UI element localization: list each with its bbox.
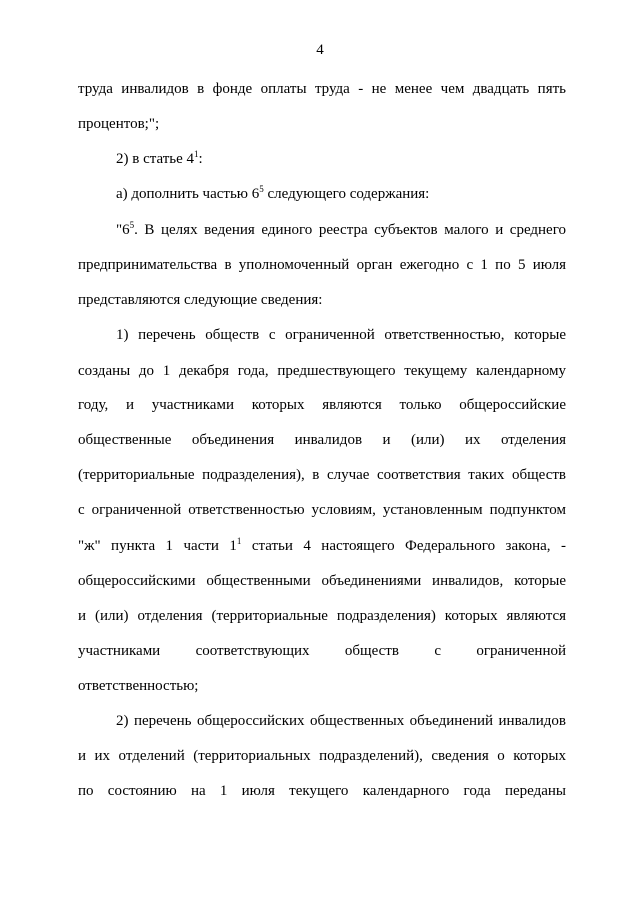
superscript: 1 xyxy=(236,536,242,546)
page-number: 4 xyxy=(316,42,324,58)
superscript: 5 xyxy=(259,184,264,194)
superscript: 5 xyxy=(129,220,135,230)
text-span: : xyxy=(198,151,203,167)
superscript: 1 xyxy=(194,149,199,159)
text-line xyxy=(78,537,566,555)
text-line: общероссийскими общественными объединениями инвалидов, которые xyxy=(78,573,566,589)
item-a-heading xyxy=(116,185,566,203)
item-2-heading xyxy=(116,150,566,168)
text-line: и (или) отделения (территориальные подразделения) которых являются xyxy=(78,608,566,624)
text-span: 2) в статье 4 xyxy=(116,151,195,167)
text-line: ответственностью; xyxy=(78,678,199,694)
text-span: "6 xyxy=(116,222,130,238)
text-span: а) дополнить частью 6 xyxy=(116,186,260,202)
text-line: по состоянию на 1 июля текущего календарного года переданы xyxy=(78,783,566,799)
text-span: следующего содержания: xyxy=(263,186,430,202)
text-line: представляются следующие сведения: xyxy=(78,292,323,308)
text-line: 1) перечень обществ с ограниченной ответственностью, которые xyxy=(116,327,566,343)
text-line: с ограниченной ответственностью условиям, установленным подпунктом xyxy=(78,502,566,518)
text-span: . В целях ведения единого реестра субъектов малого и среднего xyxy=(134,222,566,238)
text-line: созданы до 1 декабря года, предшествующего текущему календарному xyxy=(78,363,566,379)
text-span: статьи 4 настоящего Федерального закона, - xyxy=(241,538,566,554)
text-span: "ж" пункта 1 части 1 xyxy=(78,538,237,554)
text-line: (территориальные подразделения), в случае соответствия таких обществ xyxy=(78,467,566,483)
text-line: процентов;"; xyxy=(78,116,160,132)
text-line: 2) перечень общероссийских общественных объединений инвалидов xyxy=(116,713,566,729)
text-line xyxy=(116,221,566,239)
text-line: участниками соответствующих обществ с ограниченной xyxy=(78,643,566,659)
text-line: общественные объединения инвалидов и (или) их отделения xyxy=(78,432,566,448)
text-line: году, и участниками которых являются только общероссийские xyxy=(78,397,566,413)
text-line: труда инвалидов в фонде оплаты труда - не менее чем двадцать пять xyxy=(78,81,566,97)
text-line: предпринимательства в уполномоченный орган ежегодно с 1 по 5 июля xyxy=(78,257,566,273)
text-line: и их отделений (территориальных подразделений), сведения о которых xyxy=(78,748,566,764)
